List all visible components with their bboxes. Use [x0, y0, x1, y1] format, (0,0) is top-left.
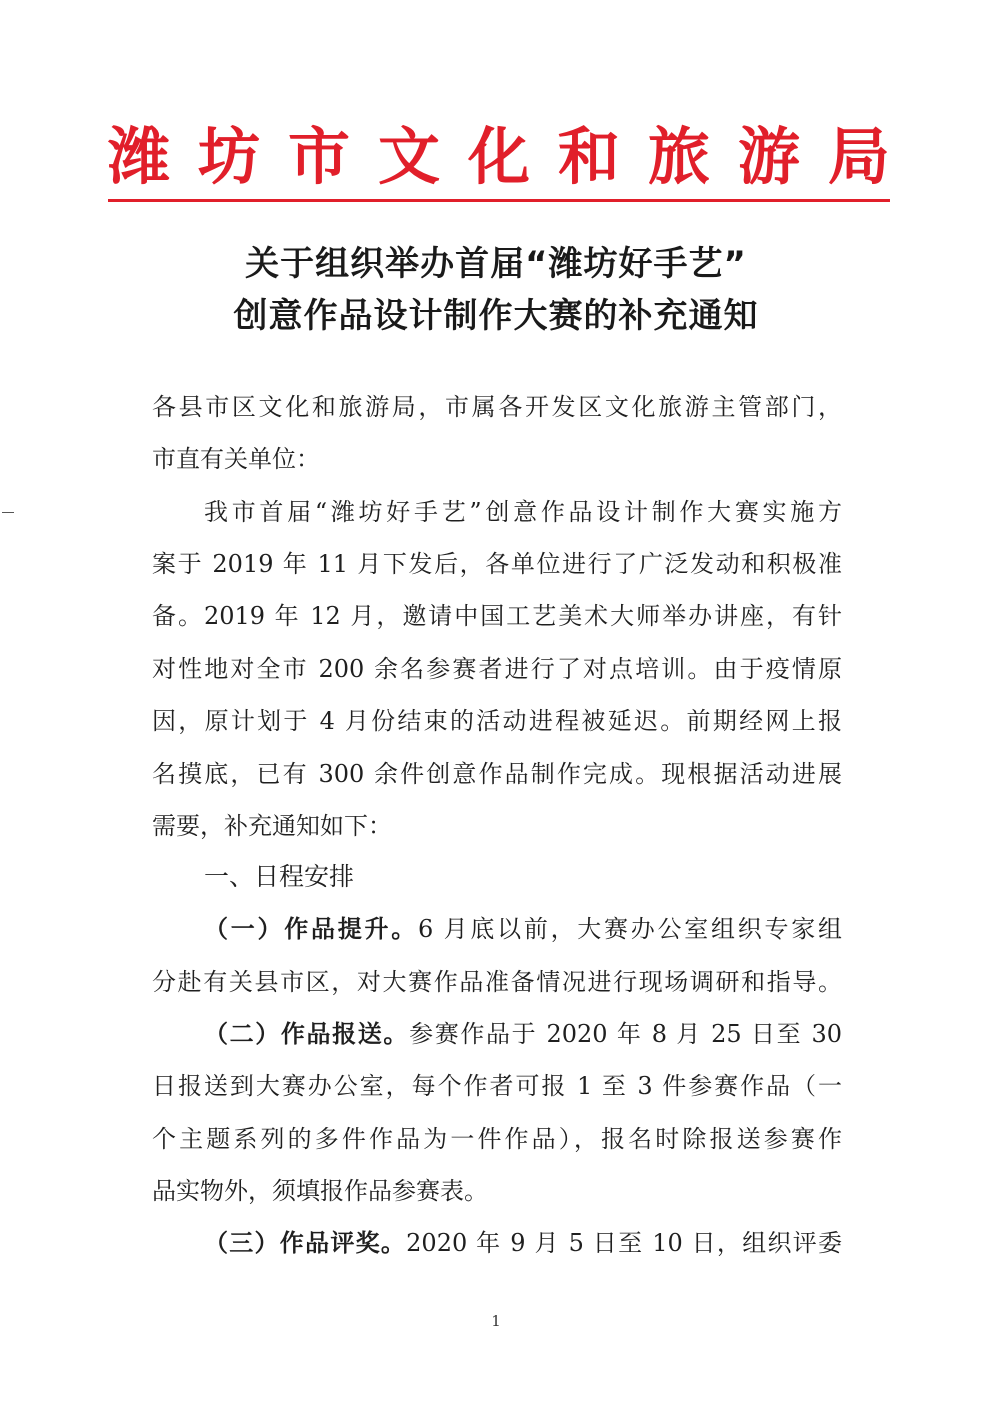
scan-margin-mark — [2, 512, 14, 513]
item-label: （三）作品评奖。 — [204, 1229, 407, 1257]
document-title-line-2: 创意作品设计制作大赛的补充通知 — [233, 296, 759, 336]
item-text: 参赛作品于 2020 年 8 月 25 日至 30 — [409, 1020, 843, 1048]
header-char: 化 — [467, 120, 530, 193]
paragraph-line: 分赴有关县市区，对大赛作品准备情况进行现场调研和指导。 — [152, 968, 842, 996]
paragraph-line: 个主题系列的多件作品为一件作品），报名时除报送参赛作 — [152, 1125, 842, 1153]
header-char: 文 — [377, 120, 440, 193]
paragraph-line: 我市首届“潍坊好手艺”创意作品设计制作大赛实施方 — [204, 498, 842, 526]
paragraph-line: 案于 2019 年 11 月下发后，各单位进行了广泛发动和积极准 — [152, 550, 842, 578]
item-label: （一）作品提升。 — [204, 915, 418, 943]
list-item-1 — [204, 914, 842, 944]
header-char: 局 — [827, 120, 890, 193]
item-text: 6 月底以前，大赛办公室组织专家组 — [417, 915, 842, 943]
header-char: 和 — [557, 120, 620, 193]
paragraph-line: 日报送到大赛办公室，每个作者可报 1 至 3 件参赛作品（一 — [152, 1072, 842, 1100]
header-char: 旅 — [647, 120, 710, 193]
header-char: 坊 — [197, 120, 260, 193]
section-heading: 一、日程安排 — [204, 862, 355, 891]
paragraph-line: 品实物外，须填报作品参赛表。 — [152, 1177, 488, 1205]
addressee-line: 市直有关单位： — [152, 445, 320, 473]
item-label: （二）作品报送。 — [204, 1020, 410, 1048]
header-char: 潍 — [108, 120, 171, 193]
paragraph-line: 名摸底，已有 300 余件创意作品制作完成。现根据活动进展 — [152, 760, 842, 788]
paragraph-line: 因，原计划于 4 月份结束的活动进程被延迟。前期经网上报 — [152, 707, 842, 735]
page-number: 1 — [491, 1312, 501, 1330]
paragraph-line: 对性地对全市 200 余名参赛者进行了对点培训。由于疫情原 — [152, 655, 842, 683]
addressee-line: 各县市区文化和旅游局，市属各开发区文化旅游主管部门， — [152, 393, 842, 421]
paragraph-line: 备。2019 年 12 月，邀请中国工艺美术大师举办讲座，有针 — [152, 602, 842, 630]
paragraph-line: 需要，补充通知如下： — [152, 812, 392, 840]
red-separator-line — [108, 199, 890, 202]
header-char: 市 — [287, 120, 350, 193]
issuing-organization-header — [108, 118, 890, 196]
list-item-2 — [204, 1019, 842, 1049]
document-title-line-1: 关于组织举办首届“潍坊好手艺” — [245, 244, 747, 284]
list-item-3 — [204, 1228, 842, 1258]
item-text: 2020 年 9 月 5 日至 10 日，组织评委 — [406, 1229, 843, 1257]
header-char: 游 — [737, 120, 800, 193]
